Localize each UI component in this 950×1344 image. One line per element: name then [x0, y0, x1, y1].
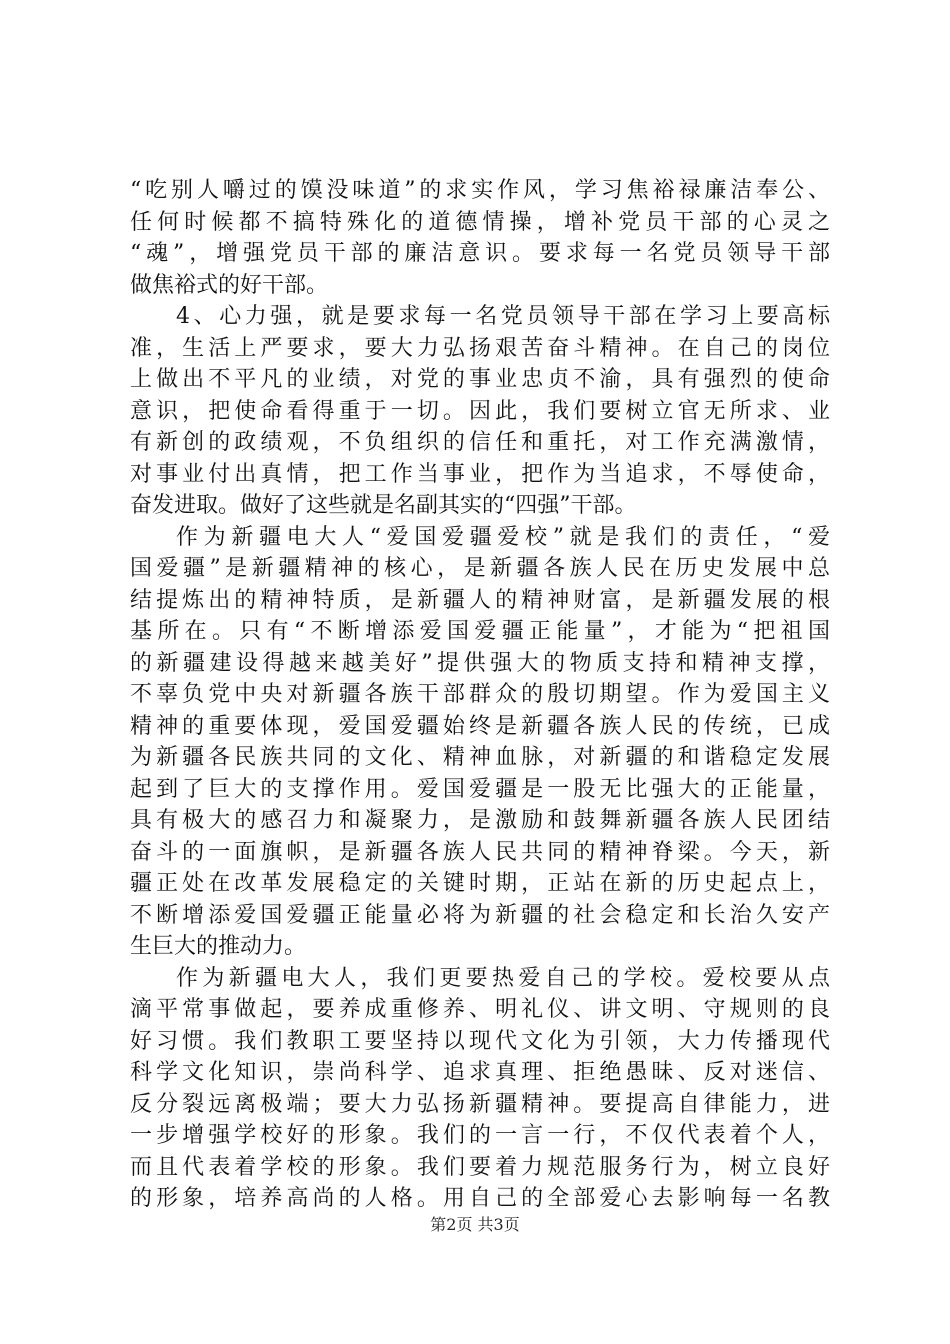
text-line: 准，生活上严要求，要大力弘扬艰苦奋斗精神。在自己的岗位 [130, 335, 830, 361]
text-line: 不辜负党中央对新疆各族干部群众的殷切期望。作为爱国主义 [130, 682, 830, 707]
text-line: 对事业付出真情，把工作当事业，把作为当追求，不辱使命， [130, 461, 830, 487]
text-line: 的新疆建设得越来越美好”提供强大的物质支持和精神支撑， [130, 650, 830, 676]
paragraph-first-line: 作为新疆电大人，我们更要热爱自己的学校。爱校要从点 [176, 965, 830, 991]
paragraph-first-line: 4、心力强，就是要求每一名党员领导干部在学习上要高标 [176, 304, 830, 329]
text-line: 一步增强学校好的形象。我们的一言一行，不仅代表着个人， [130, 1123, 830, 1148]
text-line: 反分裂远离极端；要大力弘扬新疆精神。要提高自律能力，进 [130, 1091, 830, 1117]
text-line: 意识，把使命看得重于一切。因此，我们要树立官无所求、业 [130, 398, 830, 424]
page-footer: 第2页 共3页 [430, 1215, 520, 1234]
text-line: 国爱疆”是新疆精神的核心，是新疆各族人民在历史发展中总 [130, 556, 830, 581]
text-line: 起到了巨大的支撑作用。爱国爱疆是一股无比强大的正能量， [130, 776, 830, 802]
text-line: 具有极大的感召力和凝聚力，是激励和鼓舞新疆各族人民团结 [130, 808, 830, 833]
text-line: 而且代表着学校的形象。我们要着力规范服务行为，树立良好 [130, 1154, 830, 1180]
text-line: “魂”，增强党员干部的廉洁意识。要求每一名党员领导干部 [130, 241, 830, 266]
text-line: 的形象，培养高尚的人格。用自己的全部爱心去影响每一名教 [130, 1186, 830, 1211]
document-body [130, 175, 830, 1215]
text-line: 精神的重要体现，爱国爱疆始终是新疆各族人民的传统，已成 [130, 713, 830, 739]
text-line: 有新创的政绩观，不负组织的信任和重托，对工作充满激情， [130, 430, 830, 455]
text-line: 上做出不平凡的业绩，对党的事业忠贞不渝，具有强烈的使命 [130, 367, 830, 392]
text-line: 滴平常事做起，要养成重修养、明礼仪、讲文明、守规则的良 [130, 997, 830, 1022]
text-line: 不断增添爱国爱疆正能量必将为新疆的社会稳定和长治久安产 [130, 902, 830, 928]
text-line: 基所在。只有“不断增添爱国爱疆正能量”，才能为“把祖国 [130, 619, 830, 644]
text-line: 结提炼出的精神特质，是新疆人的精神财富，是新疆发展的根 [130, 587, 830, 613]
text-line: 生巨大的推动力。 [130, 934, 307, 959]
text-line: “吃别人嚼过的馍没味道”的求实作风，学习焦裕禄廉洁奉公、 [130, 178, 830, 203]
paragraph-first-line: 作为新疆电大人“爱国爱疆爱校”就是我们的责任，“爱 [176, 524, 830, 550]
text-line: 疆正处在改革发展稳定的关键时期，正站在新的历史起点上， [130, 871, 830, 896]
text-line: 好习惯。我们教职工要坚持以现代文化为引领，大力传播现代 [130, 1028, 830, 1054]
text-line: 奋发进取。做好了这些就是名副其实的“四强”干部。 [130, 493, 637, 518]
text-line: 奋斗的一面旗帜，是新疆各族人民共同的精神脊梁。今天，新 [130, 839, 830, 865]
text-line: 科学文化知识，崇尚科学、追求真理、拒绝愚昧、反对迷信、 [130, 1060, 830, 1085]
text-line: 做焦裕式的好干部。 [130, 272, 329, 298]
text-line: 任何时候都不搞特殊化的道德情操，增补党员干部的心灵之 [130, 209, 830, 235]
text-line: 为新疆各民族共同的文化、精神血脉，对新疆的和谐稳定发展 [130, 745, 830, 770]
